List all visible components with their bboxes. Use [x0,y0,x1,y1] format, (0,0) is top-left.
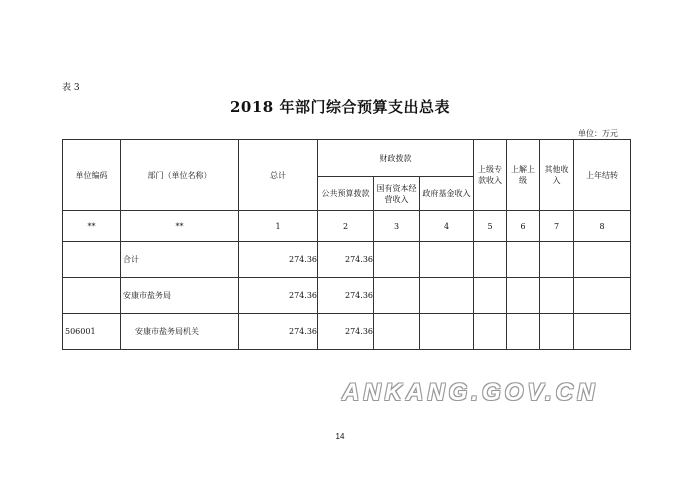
header-code: 单位编码 [63,140,121,211]
page-number: 14 [335,432,345,441]
row-code: 506001 [63,314,121,350]
watermark: ANKANG.GOV.CN [342,379,599,406]
row-public-budget: 274.36 [318,242,374,278]
row-total: 274.36 [239,242,318,278]
header-fiscal: 财政拨款 [318,140,474,177]
row-name: 安康市盐务局 [121,278,239,314]
row-public-budget: 274.36 [318,314,374,350]
row-empty [420,242,474,278]
index-cell: 4 [420,211,474,242]
index-cell: ** [121,211,239,242]
row-total: 274.36 [239,314,318,350]
index-cell: 7 [540,211,574,242]
header-state-capital: 国有资本经营收入 [374,177,420,211]
header-dept: 部门（单位名称） [121,140,239,211]
index-cell: 6 [507,211,540,242]
row-code [63,242,121,278]
index-row [63,211,631,242]
header-gov-fund: 政府基金收入 [420,177,474,211]
header-total: 总计 [239,140,318,211]
row-code [63,278,121,314]
index-cell: 3 [374,211,420,242]
row-empty [374,278,420,314]
row-empty [420,278,474,314]
row-empty [574,314,631,350]
header-upper-special: 上级专款收入 [474,140,507,211]
index-cell: 2 [318,211,374,242]
row-empty [374,242,420,278]
index-cell: ** [63,211,121,242]
row-total: 274.36 [239,278,318,314]
index-cell: 8 [574,211,631,242]
row-empty [540,242,574,278]
index-cell: 5 [474,211,507,242]
row-empty [474,278,507,314]
header-upper-remit: 上解上级 [507,140,540,211]
table-row [63,314,631,350]
row-empty [474,242,507,278]
row-empty [374,314,420,350]
header-other-income: 其他收入 [540,140,574,211]
row-empty [574,278,631,314]
header-carryover: 上年结转 [574,140,631,211]
row-name: 合计 [121,242,239,278]
unit-note: 单位：万元 [578,129,618,138]
row-empty [540,314,574,350]
row-empty [540,278,574,314]
row-empty [507,242,540,278]
row-empty [507,278,540,314]
header-public-budget: 公共预算拨款 [318,177,374,211]
budget-table [62,139,631,350]
row-empty [574,242,631,278]
row-empty [420,314,474,350]
table-row [63,242,631,278]
index-cell: 1 [239,211,318,242]
header-row-1 [63,140,631,177]
table-row [63,278,631,314]
row-empty [474,314,507,350]
row-name: 安康市盐务局机关 [121,314,239,350]
row-empty [507,314,540,350]
page-title: 2018 年部门综合预算支出总表 [230,98,450,116]
table-label: 表 3 [62,83,80,93]
row-public-budget: 274.36 [318,278,374,314]
